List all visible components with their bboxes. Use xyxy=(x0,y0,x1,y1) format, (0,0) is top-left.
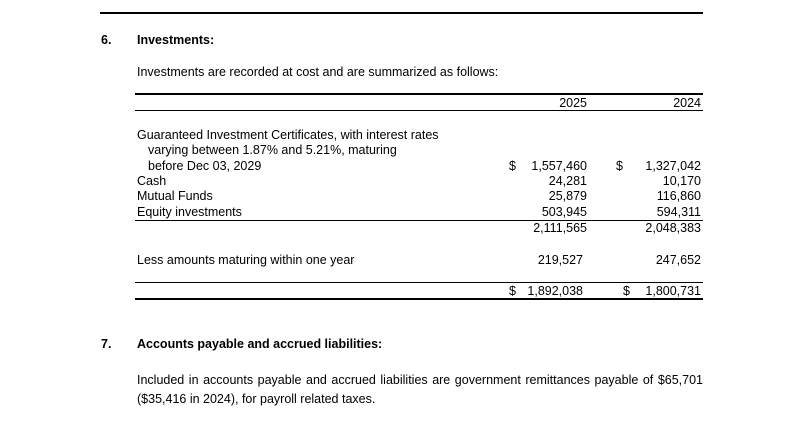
subtotal-value-2024: 2,048,383 xyxy=(645,221,701,235)
year-current-header: 2025 xyxy=(559,96,587,110)
less-current-value-2024: 247,652 xyxy=(655,253,701,267)
section-6-intro: Investments are recorded at cost and are summarized as follows: xyxy=(137,65,499,79)
currency-symbol-2025: $ xyxy=(509,159,516,173)
total-currency-2025: $ xyxy=(509,284,516,298)
gic-label-line1: Guaranteed Investment Certificates, with interest rates xyxy=(137,128,439,142)
mutual-funds-value-2025: 25,879 xyxy=(548,189,587,203)
section-7-number: 7. xyxy=(101,337,112,351)
currency-symbol-2024: $ xyxy=(616,159,623,173)
page-top-rule xyxy=(100,12,703,14)
gic-label-line2: varying between 1.87% and 5.21%, maturing xyxy=(148,143,397,157)
gic-label-line3: before Dec 03, 2029 xyxy=(148,159,262,173)
mutual-funds-label: Mutual Funds xyxy=(137,189,213,203)
equity-investments-label: Equity investments xyxy=(137,205,242,219)
total-value-2024: 1,800,731 xyxy=(645,284,701,298)
cash-label: Cash xyxy=(137,174,167,188)
less-current-label: Less amounts maturing within one year xyxy=(137,253,355,267)
equity-investments-value-2025: 503,945 xyxy=(541,205,587,219)
total-currency-2024: $ xyxy=(623,284,630,298)
cash-value-2024: 10,170 xyxy=(662,174,701,188)
section-7-title: Accounts payable and accrued liabilities: xyxy=(137,337,383,351)
equity-investments-value-2024: 594,311 xyxy=(656,205,701,219)
less-current-value-2025: 219,527 xyxy=(537,253,583,267)
section-6-title: Investments: xyxy=(137,33,215,47)
total-value-2025: 1,892,038 xyxy=(527,284,583,298)
section-7-text: Included in accounts payable and accrued liabilities are government remittances payable of $65,701 ($35,416 in 2024), for payroll related taxes. xyxy=(137,373,703,406)
year-prior-header: 2024 xyxy=(673,96,701,110)
gic-value-2024: 1,327,042 xyxy=(645,159,701,173)
total-bottom-rule xyxy=(135,298,703,300)
gic-value-2025: 1,557,460 xyxy=(531,159,587,173)
table-top-rule xyxy=(135,93,703,95)
subtotal-rule xyxy=(135,220,703,221)
subtotal-value-2025: 2,111,565 xyxy=(533,221,587,235)
section-6-number: 6. xyxy=(101,33,112,47)
header-underline xyxy=(135,110,703,111)
total-top-rule xyxy=(135,282,703,283)
mutual-funds-value-2024: 116,860 xyxy=(656,189,701,203)
cash-value-2025: 24,281 xyxy=(548,174,587,188)
